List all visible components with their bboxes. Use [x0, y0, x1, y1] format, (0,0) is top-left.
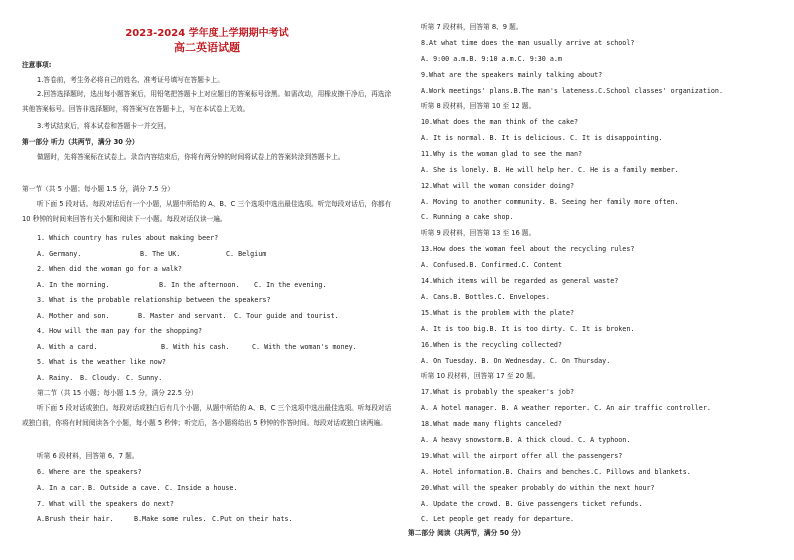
notice-item-1: 1.答卷前，考生务必将自己的姓名、准考证号填写在答题卡上。	[37, 76, 224, 84]
question-9: 9.What are the speakers mainly talking about?	[421, 71, 603, 79]
material-8-label: 听第 8 段材料，回答第 10 至 12 题。	[421, 102, 536, 110]
question-15: 15.What is the problem with the plate?	[421, 309, 574, 317]
option-2b: B. In the afternoon.	[159, 281, 240, 289]
notice-heading: 注意事项:	[22, 61, 52, 69]
options-16: A. On Tuesday. B. On Wednesday. C. On Thursday.	[421, 357, 611, 365]
option-1b: B. The UK.	[140, 250, 181, 258]
section1-intro: 听下面 5 段对话。每段对话后有一个小题，从题中所给的 A、B、C 三个选项中选出最佳选项。听完每段对话后，你都有 10 秒钟的时间来回答有关小题和阅读下一小题。每段对话仅读一遍。	[22, 200, 392, 223]
option-4a: A. With a card.	[37, 343, 98, 351]
option-2c: C. In the evening.	[254, 281, 327, 289]
option-6c: C. Inside a house.	[165, 484, 238, 492]
section2-heading: 第二节（共 15 小题；每小题 1.5 分，满分 22.5 分）	[37, 389, 198, 397]
question-11: 11.Why is the woman glad to see the man?	[421, 150, 583, 158]
notice-item-2: 2.回答选择题时，选出每小题答案后，用铅笔把答题卡上对应题目的答案标号涂黑。如需改动，用橡皮擦干净后，再选涂其他答案标号。回答非选择题时，将答案写在答题卡上，写在本试卷上无效。	[22, 90, 392, 113]
option-2a: A. In the morning.	[37, 281, 110, 289]
material-10-label: 听第 10 段材料，回答第 17 至 20 题。	[421, 372, 540, 380]
option-7b: B.Make some rules.	[134, 515, 207, 523]
options-15: A. It is too big.B. It is too dirty. C. It is broken.	[421, 325, 635, 333]
option-6b: B. Outside a cave.	[88, 484, 161, 492]
option-5c: C. Sunny.	[126, 374, 163, 382]
exam-title: 2023-2024 学年度上学期期中考试	[125, 28, 289, 39]
question-1: 1. Which country has rules about making beer?	[37, 234, 219, 242]
option-5b: B. Cloudy.	[80, 374, 121, 382]
part1-intro: 做题时，先将答案标在试卷上。录音内容结束后，你将有两分钟的时间将试卷上的答案转涂到答题卡上。	[37, 153, 345, 161]
options-13: A. Confused.B. Confirmed.C. Content	[421, 261, 562, 269]
options-20-ab: A. Update the crowd. B. Give passengers ticket refunds.	[421, 500, 643, 508]
options-19: A. Hotel information.B. Chairs and benches.C. Pillows and blankets.	[421, 468, 691, 476]
options-8: A. 9:00 a.m.B. 9:10 a.m.C. 9:30 a.m	[421, 55, 562, 63]
option-3c: C. Tour guide and tourist.	[234, 312, 339, 320]
option-3a: A. Mother and son.	[37, 312, 110, 320]
question-6: 6. Where are the speakers?	[37, 468, 142, 476]
question-7: 7. What will the speakers do next?	[37, 500, 174, 508]
options-12-c: C. Running a cake shop.	[421, 213, 514, 221]
question-17: 17.What is probably the speaker's job?	[421, 388, 574, 396]
options-9: A.Work meetings' plans.B.The man's lateness.C.School classes' organization.	[421, 87, 723, 95]
option-5a: A. Rainy.	[37, 374, 74, 382]
option-7c: C.Put on their hats.	[212, 515, 293, 523]
question-2: 2. When did the woman go for a walk?	[37, 265, 182, 273]
section2-intro: 听下面 5 段对话或独白。每段对话或独白后有几个小题，从题中所给的 A、B、C 三个选项中选出最佳选项。听每段对话或独白前，你将有时间阅读各个小题，每小题 5 秒钟；听完后，各小题将给出 5 秒钟的作答时间。每段对话或独白读两遍。	[22, 404, 392, 427]
question-12: 12.What will the woman consider doing?	[421, 182, 574, 190]
material-7-label: 听第 7 段材料，回答第 8、9 题。	[421, 23, 523, 31]
options-17: A. A hotel manager. B. A weather reporter. C. An air traffic controller.	[421, 404, 711, 412]
options-18: A. A heavy snowstorm.B. A thick cloud. C. A typhoon.	[421, 436, 631, 444]
material-6-label: 听第 6 段材料，回答第 6、7 题。	[37, 452, 139, 460]
option-3b: B. Master and servant.	[138, 312, 227, 320]
question-18: 18.What made many flights canceled?	[421, 420, 562, 428]
option-7a: A.Brush their hair.	[37, 515, 114, 523]
section1-heading: 第一节（共 5 小题；每小题 1.5 分，满分 7.5 分）	[22, 185, 174, 193]
question-19: 19.What will the airport offer all the passengers?	[421, 452, 623, 460]
options-12-ab: A. Moving to another community. B. Seeing her family more often.	[421, 198, 679, 206]
question-20: 20.What will the speaker probably do within the next hour?	[421, 484, 655, 492]
options-20-c: C. Let people get ready for departure.	[421, 515, 574, 523]
question-4: 4. How will the man pay for the shopping?	[37, 327, 203, 335]
exam-subtitle: 高二英语试题	[174, 41, 240, 54]
notice-item-3: 3.考试结束后，将本试卷和答题卡一并交回。	[37, 122, 171, 130]
question-16: 16.When is the recycling collected?	[421, 341, 562, 349]
question-14: 14.Which items will be regarded as general waste?	[421, 277, 619, 285]
question-5: 5. What is the weather like now?	[37, 358, 166, 366]
part2-heading: 第二部分 阅读（共两节，满分 50 分）	[408, 529, 525, 537]
options-11: A. She is lonely. B. He will help her. C. He is a family member.	[421, 166, 679, 174]
options-10: A. It is normal. B. It is delicious. C. It is disappointing.	[421, 134, 663, 142]
option-1c: C. Belgium	[226, 250, 267, 258]
material-9-label: 听第 9 段材料，回答第 13 至 16 题。	[421, 229, 536, 237]
options-14: A. Cans.B. Bottles.C. Envelopes.	[421, 293, 550, 301]
question-10: 10.What does the man think of the cake?	[421, 118, 579, 126]
option-4c: C. With the woman's money.	[252, 343, 357, 351]
question-13: 13.How does the woman feel about the recycling rules?	[421, 245, 635, 253]
option-4b: B. With his cash.	[161, 343, 230, 351]
question-8: 8.At what time does the man usually arrive at school?	[421, 39, 635, 47]
option-6a: A. In a car.	[37, 484, 86, 492]
question-3: 3. What is the probable relationship between the speakers?	[37, 296, 271, 304]
option-1a: A. Germany.	[37, 250, 82, 258]
part1-heading: 第一部分 听力（共两节，满分 30 分）	[22, 138, 139, 146]
